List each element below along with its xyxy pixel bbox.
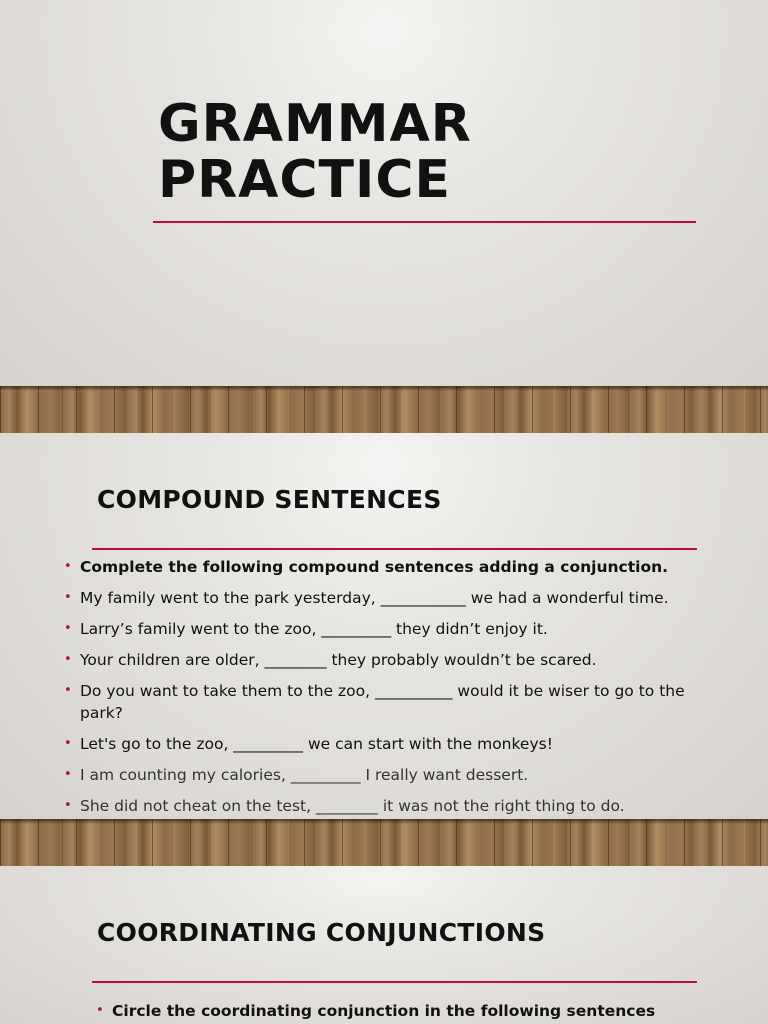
list-item: • I am counting my calories, _________ I really want dessert.: [64, 766, 529, 784]
wood-floor-divider: [0, 386, 768, 433]
bullet-list: [96, 1000, 716, 1022]
list-item: • My family went to the park yesterday, ___________ we had a wonderful time.: [64, 589, 669, 607]
list-item: • Your children are older, ________ they probably wouldn’t be scared.: [64, 651, 597, 669]
title-line-2: PRACTICE: [158, 150, 452, 210]
list-item: • Do you want to take them to the zoo, __________ would it be wiser to go to the park?: [64, 682, 685, 722]
bullet-list: [64, 556, 714, 817]
list-item: • She did not cheat on the test, ________ it was not the right thing to do.: [64, 797, 625, 815]
slide-coordinating-conjunctions: [0, 866, 768, 1024]
bullet-icon: •: [64, 683, 72, 698]
slide-grammar-practice: [0, 0, 768, 386]
slide-compound-sentences: [0, 433, 768, 819]
list-item: • Larry’s family went to the zoo, _________ they didn’t enjoy it.: [64, 620, 548, 638]
slide-title: [158, 96, 472, 208]
bullet-icon: •: [64, 590, 72, 605]
bullet-icon: •: [64, 798, 72, 813]
title-line-1: GRAMMAR: [158, 94, 472, 154]
slide-title: COORDINATING CONJUNCTIONS: [97, 918, 546, 947]
wood-floor-divider: [0, 819, 768, 866]
title-divider: [92, 548, 697, 550]
bullet-icon: •: [96, 1003, 104, 1018]
list-item: • Complete the following compound sentences adding a conjunction.: [64, 558, 669, 576]
bullet-icon: •: [64, 621, 72, 636]
bullet-icon: •: [64, 767, 72, 782]
list-item: • Let's go to the zoo, _________ we can start with the monkeys!: [64, 735, 553, 753]
slide-title: COMPOUND SENTENCES: [97, 485, 442, 514]
bullet-icon: •: [64, 652, 72, 667]
list-item: • Circle the coordinating conjunction in the following sentences: [96, 1002, 656, 1020]
bullet-icon: •: [64, 559, 72, 574]
title-divider: [153, 221, 696, 223]
bullet-icon: •: [64, 736, 72, 751]
title-divider: [92, 981, 697, 983]
